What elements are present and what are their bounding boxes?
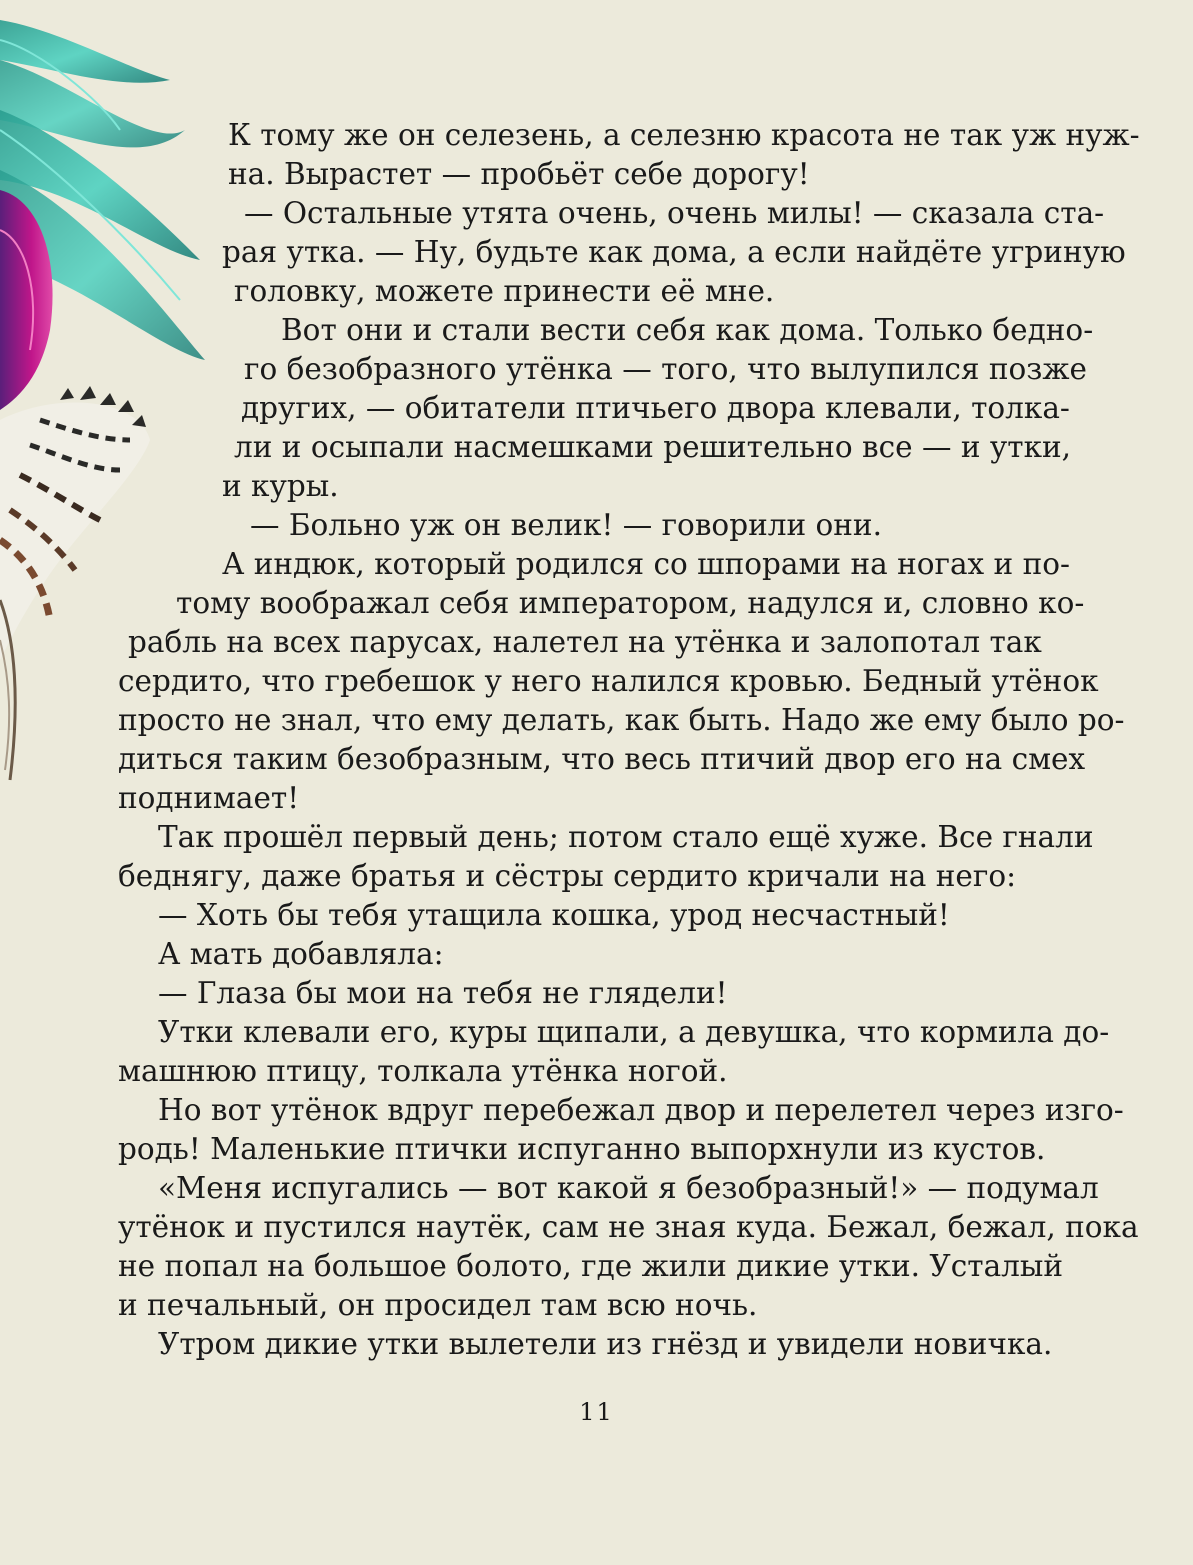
- text-line: — Больно уж он велик! — говорили они.: [250, 508, 882, 542]
- text-line: Так прошёл первый день; потом стало ещё хуже. Все гнали: [158, 820, 1094, 854]
- text-line: и куры.: [222, 469, 339, 503]
- text-line: А мать добавляла:: [158, 937, 444, 971]
- text-line: рая утка. — Ну, будьте как дома, а если найдёте угриную: [222, 235, 1126, 269]
- text-line: — Хоть бы тебя утащила кошка, урод несчастный!: [158, 898, 950, 932]
- text-line: сердито, что гребешок у него налился кровью. Бедный утёнок: [118, 664, 1099, 698]
- text-line: родь! Маленькие птички испуганно выпорхнули из кустов.: [118, 1132, 1046, 1166]
- text-line: просто не знал, что ему делать, как быть. Надо же ему было ро-: [118, 703, 1125, 737]
- text-line: тому воображал себя императором, надулся и, словно ко-: [176, 586, 1085, 620]
- text-line: го безобразного утёнка — того, что вылупился позже: [244, 352, 1087, 386]
- page-number: 11: [579, 1398, 614, 1426]
- text-line: Вот они и стали вести себя как дома. Только бедно-: [281, 313, 1094, 347]
- text-line: — Глаза бы мои на тебя не глядели!: [158, 976, 728, 1010]
- text-line: Утки клевали его, куры щипали, а девушка, что кормила до-: [158, 1015, 1110, 1049]
- text-line: других, — обитатели птичьего двора клевали, толка-: [241, 391, 1070, 425]
- text-line: А индюк, который родился со шпорами на ногах и по-: [222, 547, 1070, 581]
- text-line: К тому же он селезень, а селезню красота не так уж нуж-: [228, 118, 1140, 152]
- text-line: головку, можете принести её мне.: [234, 274, 775, 308]
- text-line: Утром дикие утки вылетели из гнёзд и увидели новичка.: [158, 1327, 1053, 1361]
- text-line: не попал на большое болото, где жили дикие утки. Усталый: [118, 1249, 1064, 1283]
- text-line: машнюю птицу, толкала утёнка ногой.: [118, 1054, 728, 1088]
- text-line: рабль на всех парусах, налетел на утёнка и залопотал так: [128, 625, 1042, 659]
- text-line: на. Вырастет — пробьёт себе дорогу!: [228, 157, 810, 191]
- text-line: ли и осыпали насмешками решительно все — и утки,: [234, 430, 1072, 464]
- text-line: и печальный, он просидел там всю ночь.: [118, 1288, 758, 1322]
- text-line: беднягу, даже братья и сёстры сердито кричали на него:: [118, 859, 1017, 893]
- text-line: диться таким безобразным, что весь птичий двор его на смех: [118, 742, 1086, 776]
- text-line: поднимает!: [118, 781, 300, 815]
- text-line: Но вот утёнок вдруг перебежал двор и перелетел через изго-: [158, 1093, 1124, 1127]
- text-line: утёнок и пустился наутёк, сам не зная куда. Бежал, бежал, пока: [118, 1210, 1139, 1244]
- text-line: — Остальные утята очень, очень милы! — сказала ста-: [244, 196, 1105, 230]
- text-line: «Меня испугались — вот какой я безобразный!» — подумал: [158, 1171, 1099, 1205]
